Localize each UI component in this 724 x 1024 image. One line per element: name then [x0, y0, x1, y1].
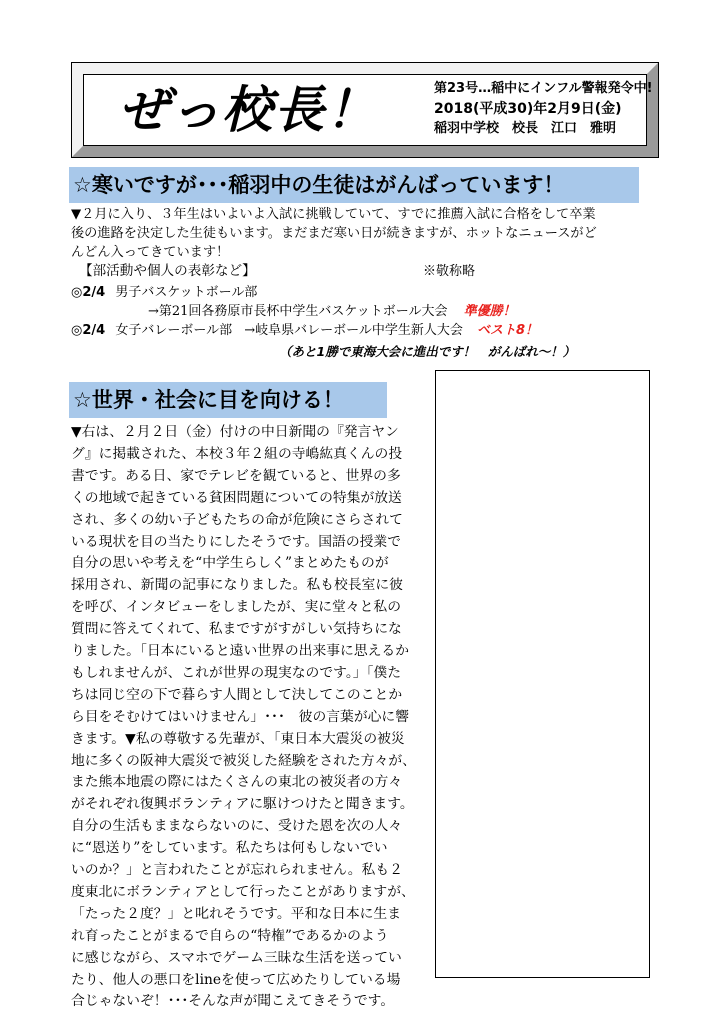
- article-line: され、多くの幼い子どもたちの命が危険にさらされて: [71, 511, 403, 528]
- award-result: ベスト8！: [477, 323, 539, 338]
- masthead-panel: [83, 74, 653, 146]
- award-item: [148, 302, 516, 321]
- issue-info: [434, 79, 653, 139]
- award-item: [71, 321, 538, 340]
- awards-list-note: ※敬称略: [423, 264, 476, 279]
- date-line: 2018(平成30)年2月9日(金): [434, 101, 622, 117]
- author-line: 稲羽中学校 校長 江口 雅明: [434, 121, 617, 136]
- award-event: →岐阜県バレーボール中学生新人大会: [244, 323, 463, 338]
- article-line: 自分の思いや考えを“中学生らしく”まとめたものが: [71, 555, 389, 572]
- award-date: ◎2/4: [71, 323, 106, 338]
- award-item: [71, 283, 257, 302]
- intro-line: んどん入ってきています！: [71, 245, 230, 260]
- article-line: もしれませんが、これが世界の現実なのです。」「僕た: [71, 664, 402, 681]
- award-date: ◎2/4: [71, 285, 106, 300]
- awards-list-title: 【部活動や個人の表彰など】: [79, 263, 256, 279]
- intro-line: 後の進路を決定した生徒もいます。まだまだ寒い日が続きますが、ホットなニュースがど: [71, 226, 597, 241]
- award-club: 女子バレーボール部: [115, 323, 233, 338]
- article-line: きます。▼私の尊敬する先輩が、「東日本大震災の被災: [71, 730, 405, 747]
- article-line: ▼右は、２月２日（金）付けの中日新聞の『発言ヤン: [71, 424, 399, 440]
- intro-line: ▼２月に入り、３年生はいよいよ入試に挑戦していて、すでに推薦入試に合格をして卒業: [71, 207, 596, 222]
- section-heading-world: ☆世界・社会に目を向ける！: [69, 382, 387, 418]
- article-line: いのか？」と言われたことが忘れられません。私も２: [71, 862, 403, 878]
- article-line: に感じながら、スマホでゲーム三昧な生活を送ってい: [71, 949, 402, 966]
- article-line: 度東北にボランティアとして行ったことがありますが、: [71, 883, 415, 900]
- award-result: 準優勝！: [463, 304, 516, 319]
- article-line: れ育ったことがまるで自らの“特権”であるかのよう: [71, 927, 389, 944]
- article-line: 質問に答えてくれて、私まですがすがしい気持ちにな: [71, 621, 402, 638]
- paper-title: ぜっ校長！: [119, 81, 378, 139]
- article-line: いる現状を目の当たりにしたそうです。国語の授業で: [71, 533, 402, 550]
- article-line: 採用され、新聞の記事になりました。私も校長室に彼: [71, 577, 403, 594]
- article-line: 地に多くの阪神大震災で被災した経験をされた方々が、: [71, 752, 416, 769]
- award-event: →第21回各務原市長杯中学生バスケットボール大会: [148, 304, 448, 319]
- article-line: 書です。ある日、家でテレビを観ていると、世界の多: [71, 467, 401, 484]
- article-line: 「たった２度？」と叱れそうです。平和な日本に生ま: [71, 905, 402, 922]
- article-line: たり、他人の悪口をlineを使って広めたりしている場: [71, 971, 401, 988]
- article-line: くの地域で起きている貧困問題についての特集が放送: [71, 489, 402, 506]
- cheer-message: （あと1勝で東海大会に進出です！ がんばれ～！）: [279, 344, 576, 359]
- article-line: 合じゃないぞ！･･･そんな声が聞こえてきそうです。: [71, 993, 395, 1010]
- article-line: また熊本地震の際にはたくさんの東北の被災者の方々: [71, 774, 403, 791]
- article-line: ちは同じ空の下で暮らす人間として決してこのことか: [71, 686, 403, 703]
- article-line: に“恩送り”をしています。私たちは何もしないでい: [71, 840, 388, 857]
- article-line: ら目をそむけてはいけません」･･･ 彼の言葉が心に響: [71, 708, 410, 725]
- article-line: がそれぞれ復興ボランティアに駆けつけたと聞きます。: [71, 796, 414, 813]
- section-heading-students: ☆寒いですが･･･稲羽中の生徒はがんばっています！: [69, 167, 639, 203]
- article-line: グ』に掲載された、本校３年２組の寺嶋紘真くんの投: [71, 445, 403, 462]
- award-club: 男子バスケットボール部: [115, 285, 258, 300]
- article-line: を呼び、インタビューをしましたが、実に堂々と私の: [71, 599, 402, 616]
- issue-line: 第23号…稲中にインフル警報発令中!: [434, 81, 653, 96]
- article-line: 自分の生活もままならないのに、受けた恩を次の人々: [71, 818, 403, 835]
- article-line: りました。「日本にいると遠い世界の出来事に思えるか: [71, 643, 410, 659]
- masthead: [71, 62, 659, 158]
- newspaper-clipping-frame: [435, 370, 650, 978]
